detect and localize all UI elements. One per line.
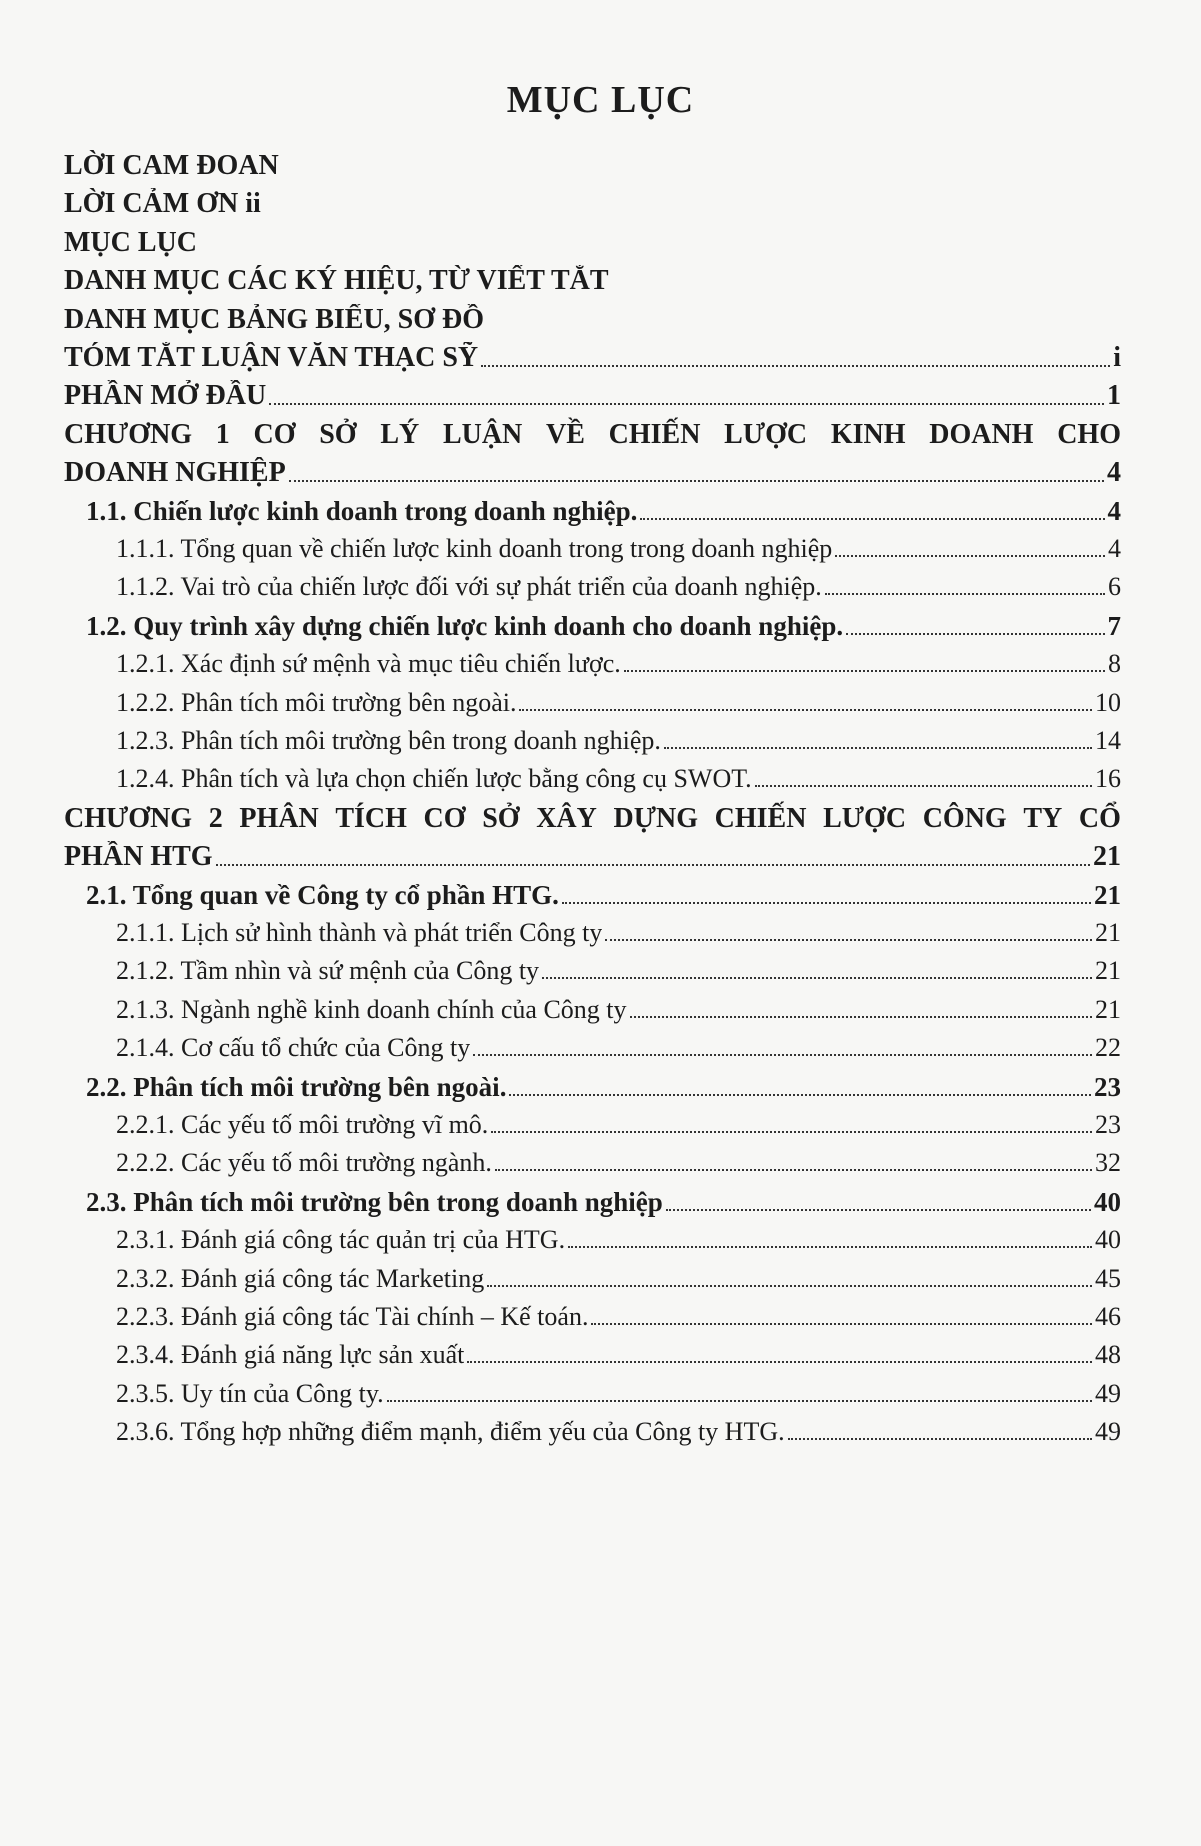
toc-entry [116, 1225, 1121, 1255]
toc-entry [116, 1417, 1121, 1447]
toc-entry [116, 1302, 1121, 1332]
toc-page-number: 4 [1108, 534, 1121, 563]
toc-page-number: 16 [1095, 764, 1121, 793]
toc-entry [64, 188, 261, 220]
dot-leader [846, 633, 1104, 635]
toc-entry [64, 841, 1121, 873]
toc-page-number: 40 [1094, 1187, 1121, 1217]
toc-entry-title: DANH MỤC CÁC KÝ HIỆU, TỪ VIẾT TẮT [64, 265, 609, 296]
toc-entry-title: TÓM TẮT LUẬN VĂN THẠC SỸ [64, 342, 479, 373]
toc-entry [116, 1110, 1121, 1140]
toc-entry [64, 265, 609, 297]
toc-entry-word: SỞ [482, 803, 520, 834]
toc-entry [116, 764, 1121, 794]
toc-page-number: i [1113, 342, 1121, 373]
toc-entry-word: LÝ [380, 419, 420, 450]
toc-entry-word: LƯỢC [724, 419, 808, 450]
toc-entry [116, 1148, 1121, 1178]
toc-entry-title: PHẦN MỞ ĐẦU [64, 380, 267, 411]
toc-entry [64, 342, 1121, 374]
toc-entry-title: 2.3.1. Đánh giá công tác quản trị của HTG. [116, 1225, 566, 1254]
toc-entry-title: 2.2.2. Các yếu tố môi trường ngành. [116, 1148, 492, 1177]
dot-leader [519, 709, 1092, 711]
toc-entry-word: LUẬN [442, 419, 523, 450]
toc-page-number: 7 [1107, 611, 1121, 641]
dot-leader [788, 1438, 1092, 1440]
toc-page-number: 23 [1095, 1110, 1121, 1139]
toc-entry-title: PHẦN HTG [64, 841, 213, 872]
toc-entry-title: 1.2.2. Phân tích môi trường bên ngoài. [116, 688, 517, 717]
toc-entry [86, 1072, 1121, 1103]
toc-page-number: 14 [1095, 726, 1121, 755]
toc-page-number: 21 [1095, 995, 1121, 1024]
dot-leader [487, 1285, 1092, 1287]
toc-entry-word: CƠ [423, 803, 466, 834]
dot-leader [216, 864, 1090, 866]
toc-entry-word: TÍCH [335, 803, 407, 834]
toc-entry-title: 2.2. Phân tích môi trường bên ngoài. [86, 1072, 507, 1102]
toc-page-number: 49 [1095, 1417, 1121, 1446]
toc-entry-title: 2.1. Tổng quan về Công ty cổ phần HTG. [86, 880, 559, 910]
toc-entry [86, 880, 1121, 911]
toc-entry [64, 150, 279, 182]
dot-leader [495, 1169, 1092, 1171]
toc-entry-title: 1.1. Chiến lược kinh doanh trong doanh nghiệp. [86, 496, 638, 526]
dot-leader [481, 365, 1110, 367]
toc-entry-title: 2.1.1. Lịch sử hình thành và phát triển Công ty [116, 918, 603, 947]
toc-page-number: 4 [1107, 496, 1121, 526]
toc-entry [116, 649, 1121, 679]
dot-leader [568, 1246, 1092, 1248]
dot-leader [624, 670, 1105, 672]
toc-entry-title: 2.2.1. Các yếu tố môi trường vĩ mô. [116, 1110, 489, 1139]
dot-leader [467, 1361, 1092, 1363]
toc-entry-word: TY [1023, 803, 1063, 834]
toc-entry-title: 1.2.1. Xác định sứ mệnh và mục tiêu chiến lược. [116, 649, 621, 678]
toc-entry-title: 2.3. Phân tích môi trường bên trong doanh nghiệp [86, 1187, 663, 1217]
toc-entry-word: PHÂN [239, 803, 319, 834]
toc-entry-title: 2.3.2. Đánh giá công tác Marketing [116, 1264, 485, 1293]
toc-page-number: 32 [1095, 1148, 1121, 1177]
toc-page-number: 45 [1095, 1264, 1121, 1293]
toc-entry [86, 611, 1121, 642]
toc-entry-title: LỜI CAM ĐOAN [64, 150, 279, 181]
toc-entry-title: 1.1.1. Tổng quan về chiến lược kinh doanh trong trong doanh nghiệp [116, 534, 833, 563]
toc-entry-title: 2.1.4. Cơ cấu tổ chức của Công ty [116, 1033, 471, 1062]
toc-entry-title: LỜI CẢM ƠN ii [64, 188, 261, 219]
toc-entry [116, 918, 1121, 948]
toc-entry [64, 227, 197, 259]
toc-entry-title: 2.3.6. Tổng hợp những điểm mạnh, điểm yếu của Công ty HTG. [116, 1417, 785, 1446]
dot-leader [542, 977, 1092, 979]
toc-page-number: 21 [1094, 880, 1121, 910]
page-title: MỤC LỤC [506, 79, 695, 121]
toc-page-number: 48 [1095, 1340, 1121, 1369]
toc-entry-word: VỀ [546, 419, 585, 450]
toc-entry-word: CỔ [1078, 803, 1121, 834]
toc-entry-word: SỞ [319, 419, 357, 450]
dot-leader [666, 1209, 1091, 1211]
toc-entry [116, 534, 1121, 564]
toc-entry-title: DOANH NGHIỆP [64, 457, 286, 488]
toc-entry-word: DỰNG [613, 803, 699, 834]
toc-page-number: 21 [1095, 956, 1121, 985]
dot-leader [640, 518, 1104, 520]
toc-page-number: 6 [1108, 572, 1121, 601]
toc-entry-word: CHO [1057, 419, 1121, 450]
toc-page-number: 21 [1093, 841, 1121, 872]
toc-page-number: 49 [1095, 1379, 1121, 1408]
toc-entry-title: 2.3.5. Uy tín của Công ty. [116, 1379, 384, 1408]
toc-entry-title: 1.2.4. Phân tích và lựa chọn chiến lược bằng công cụ SWOT. [116, 764, 752, 793]
toc-page-number: 40 [1095, 1225, 1121, 1254]
dot-leader [825, 593, 1105, 595]
dot-leader [835, 555, 1105, 557]
toc-page-number: 23 [1094, 1072, 1121, 1102]
toc-entry-word: DOANH [929, 419, 1034, 450]
dot-leader [562, 902, 1091, 904]
toc-entry-title: 1.1.2. Vai trò của chiến lược đối với sự phát triển của doanh nghiệp. [116, 572, 822, 601]
toc-page-number: 46 [1095, 1302, 1121, 1331]
toc-entry-title: 2.3.4. Đánh giá năng lực sản xuất [116, 1340, 465, 1369]
toc-entry-word: CƠ [253, 419, 296, 450]
toc-page-number: 22 [1095, 1033, 1121, 1062]
toc-entry [64, 304, 484, 336]
dot-leader [664, 747, 1092, 749]
toc-entry [86, 496, 1121, 527]
toc-page-number: 21 [1095, 918, 1121, 947]
toc-entry [64, 457, 1121, 489]
toc-entry-word: 1 [215, 419, 230, 450]
toc-entry-title: 2.2.3. Đánh giá công tác Tài chính – Kế toán. [116, 1302, 589, 1331]
toc-entry [64, 380, 1121, 412]
toc-entry-word: 2 [208, 803, 223, 834]
toc-entry-word: LƯỢC [823, 803, 907, 834]
toc-entry [116, 1264, 1121, 1294]
toc-page-number: 10 [1095, 688, 1121, 717]
toc-entry [116, 995, 1121, 1025]
dot-leader [591, 1323, 1092, 1325]
toc-entry-word: CHƯƠNG [64, 419, 193, 450]
dot-leader [289, 480, 1104, 482]
toc-entry [64, 419, 1121, 451]
toc-entry [116, 688, 1121, 718]
dot-leader [473, 1054, 1092, 1056]
toc-entry-title: 2.1.3. Ngành nghề kinh doanh chính của Công ty [116, 995, 627, 1024]
toc-page-number: 4 [1107, 457, 1121, 488]
toc-page-number: 8 [1108, 649, 1121, 678]
toc-entry [116, 1340, 1121, 1370]
toc-entry-word: CHƯƠNG [64, 803, 193, 834]
toc-page-number: 1 [1107, 380, 1121, 411]
dot-leader [755, 785, 1092, 787]
toc-entry-word: CHIẾN [714, 803, 807, 834]
toc-entry-word: CHIẾN [608, 419, 701, 450]
toc-entry-title: 1.2. Quy trình xây dựng chiến lược kinh doanh cho doanh nghiệp. [86, 611, 844, 641]
dot-leader [387, 1400, 1092, 1402]
toc-entry-title: 1.2.3. Phân tích môi trường bên trong doanh nghiệp. [116, 726, 661, 755]
dot-leader [605, 939, 1092, 941]
toc-entry-word: KINH [830, 419, 906, 450]
toc-entry-word: CÔNG [922, 803, 1007, 834]
toc-entry [86, 1187, 1121, 1218]
dot-leader [269, 403, 1104, 405]
toc-entry-title: 2.1.2. Tầm nhìn và sứ mệnh của Công ty [116, 956, 540, 985]
toc-entry-title: MỤC LỤC [64, 227, 197, 258]
dot-leader [630, 1016, 1092, 1018]
dot-leader [509, 1094, 1091, 1096]
toc-entry [116, 956, 1121, 986]
toc-entry [116, 1033, 1121, 1063]
toc-entry-word: XÂY [536, 803, 597, 834]
toc-entry [116, 726, 1121, 756]
dot-leader [491, 1131, 1092, 1133]
toc-entry [116, 572, 1121, 602]
toc-entry [64, 803, 1121, 835]
toc-entry-title: DANH MỤC BẢNG BIỂU, SƠ ĐỒ [64, 304, 485, 335]
toc-entry [116, 1379, 1121, 1409]
